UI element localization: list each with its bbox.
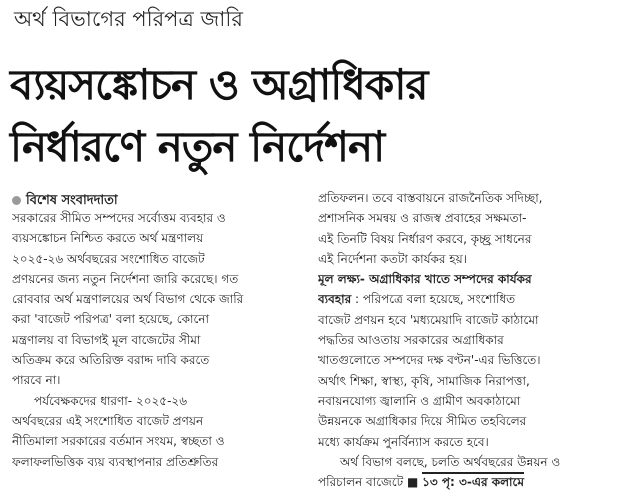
paragraph-line: এই নির্দেশনা কতটা কার্যকর হয়। xyxy=(318,251,467,266)
paragraph-line: পর্যবেক্ষকদের ধারণা- ২০২৫-২৬ xyxy=(34,393,188,408)
paragraph-line: ব্যয়সঙ্কোচন নিশ্চিত করতে অর্থ মন্ত্রণালয় xyxy=(12,231,204,246)
paragraph-line: অর্থ বিভাগ বলছে, চলতি অর্থবছরের উন্নয়ন ও xyxy=(340,454,561,469)
subheading-end: ব্যবহার xyxy=(318,292,352,307)
paragraph-line: প্রশাসনিক সমন্বয় ও রাজস্ব প্রবাহের সক্ষমতা- xyxy=(318,211,527,226)
kicker-headline: অর্থ বিভাগের পরিপত্র জারি xyxy=(14,7,243,31)
paragraph-line: মধ্যে কার্যক্রম পুনর্বিন্যাস করতে হবে। xyxy=(318,434,489,449)
paragraph-line: মন্ত্রণালয় বা বিভাগই মূল বাজেটের সীমা xyxy=(12,332,201,347)
paragraph-line: পারবে না। xyxy=(12,373,61,388)
subheading: মূল লক্ষ্য- অগ্রাধিকার খাতে সম্পদের কার্যকর xyxy=(318,272,532,287)
paragraph-line xyxy=(318,472,610,492)
paragraph-line: রোববার অর্থ মন্ত্রণালয়ের অর্থ বিভাগ থেকে জারি xyxy=(12,292,244,307)
paragraph-line xyxy=(318,289,610,309)
paragraph-line: অর্থাৎ শিক্ষা, স্বাস্থ্য, কৃষি, সামাজিক নিরাপত্তা, xyxy=(318,373,530,388)
bullet-icon xyxy=(12,196,21,205)
paragraph-line: ২০২৫-২৬ অর্থবছরের সংশোধিত বাজেট xyxy=(12,251,205,266)
paragraph-line: উন্নয়নকে অগ্রাধিকার দিয়ে সীমিত তহবিলের xyxy=(318,414,527,429)
paragraph-line: করা 'বাজেট পরিপত্র' বলা হয়েছে, কোনো xyxy=(12,312,209,327)
paragraph-line: ফলাফলভিত্তিক ব্যয় ব্যবস্থাপনার প্রতিশ্রুতির xyxy=(12,454,219,469)
paragraph-line: নবায়নযোগ্য জ্বালানি ও গ্রামীণ অবকাঠামো xyxy=(318,393,521,408)
paragraph-text: : পরিপত্রে বলা হয়েছে, সংশোধিত xyxy=(351,292,516,307)
headline-line-1: ব্যয়সঙ্কোচন ও অগ্রাধিকার xyxy=(10,60,428,109)
paragraph-line: সরকারের সীমিত সম্পদের সর্বোত্তম ব্যবহার ও xyxy=(12,211,226,225)
paragraph-line: পদ্ধতির আওতায় সরকারের অগ্রাধিকার xyxy=(318,333,504,348)
byline-text: বিশেষ সংবাদদাতা xyxy=(26,193,118,208)
left-column xyxy=(12,208,302,472)
headline-line-2: নির্ধারণে নতুন নির্দেশনা xyxy=(10,122,385,171)
paragraph-text: পরিচালন বাজেটে xyxy=(318,475,404,490)
right-column xyxy=(318,188,610,492)
paragraph-line: অতিক্রম করে অতিরিক্ত বরাদ্দ দাবি করতে xyxy=(12,353,210,368)
paragraph-line: প্রতিফলন। তবে বাস্তবায়নে রাজনৈতিক সদিচ্ছা, xyxy=(318,191,543,205)
paragraph-line: অর্থবছরের এই সংশোধিত বাজেট প্রণয়ন xyxy=(12,413,204,428)
paragraph-line: খাতগুলোতে সম্পদের দক্ষ বণ্টন'-এর ভিত্তিতে। xyxy=(318,353,541,368)
paragraph-line: বাজেট প্রণয়ন হবে 'মধ্যমেয়াদি বাজেট কাঠামো xyxy=(318,312,539,327)
jump-marker-icon: ■ xyxy=(406,475,419,490)
continuation-jump[interactable]: ১৩ পৃ: ৩-এর কলামে xyxy=(422,472,524,489)
paragraph-line: নীতিমালা সরকারের বর্তমান সংযম, স্বচ্ছতা ও xyxy=(12,434,225,449)
paragraph-line: প্রণয়নের জন্য নতুন নির্দেশনা জারি করেছে। গত xyxy=(12,271,239,286)
main-headline xyxy=(10,54,610,178)
paragraph-line: এই তিনটি বিষয় নির্ধারণ করবে, কৃচ্ছ্র সাধনের xyxy=(318,231,532,246)
